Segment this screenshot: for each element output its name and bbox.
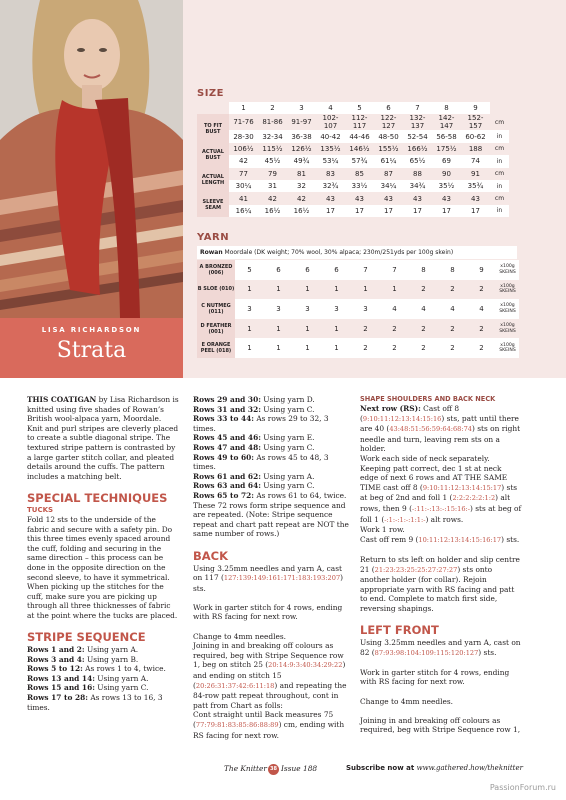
yarn-quantity: 1 (380, 280, 409, 300)
yarn-brand: Rowan (200, 249, 223, 256)
size-value: 34¾ (403, 180, 432, 192)
stripe-row-range: Rows 13 and 14: (27, 673, 95, 683)
yarn-quantity: 1 (235, 280, 264, 300)
stripe-row-range: Rows 17 to 28: (27, 693, 88, 703)
size-value: 53¼ (316, 155, 345, 167)
yarn-quantity: 8 (438, 260, 467, 280)
size-value: 42 (229, 155, 258, 167)
stripe-row (193, 453, 349, 472)
stripe-row-range: Rows 65 to 72: (193, 490, 254, 500)
stripe-row-text: Using yarn C. (94, 683, 149, 693)
stripe-row (27, 645, 179, 655)
yarn-quantity: 1 (293, 280, 322, 300)
stripe-row-text: Using yarn E. (260, 433, 315, 443)
left-front-heading: LEFT FRONT (360, 623, 439, 638)
yarn-quantity: 2 (351, 338, 380, 358)
yarn-row (197, 260, 519, 280)
size-row (197, 192, 509, 204)
size-number: 4 (316, 102, 345, 114)
subscribe-text: Subscribe now at www.gathered.how/theknitter (346, 764, 523, 772)
yarn-quantity: 3 (293, 299, 322, 319)
size-value: 112-117 (345, 114, 374, 130)
yarn-quantity: 2 (380, 319, 409, 339)
size-value: 91 (461, 168, 490, 180)
yarn-unit: x100g SKEINS (496, 260, 519, 280)
size-value: 17 (374, 205, 403, 217)
stripe-row (193, 472, 349, 482)
yarn-quantity: 2 (438, 280, 467, 300)
page-number: 38 (268, 764, 279, 775)
size-value: 33½ (345, 180, 374, 192)
size-table (197, 102, 509, 217)
size-value: 35¾ (461, 180, 490, 192)
yarn-unit: x100g SKEINS (496, 319, 519, 339)
size-row (197, 155, 509, 167)
size-number: 7 (403, 102, 432, 114)
size-value: 87 (374, 168, 403, 180)
yarn-description (197, 246, 517, 259)
size-unit: cm (490, 168, 509, 180)
size-value: 57¾ (345, 155, 374, 167)
size-row (197, 130, 509, 142)
size-row-label: SLEEVE SEAM (197, 192, 229, 217)
stripe-row-range: Rows 63 and 64: (193, 481, 261, 491)
stripe-row-range: Rows 33 to 44: (193, 414, 254, 424)
size-value: 52-54 (403, 130, 432, 142)
size-value: 17 (316, 205, 345, 217)
stripe-sequence-heading: STRIPE SEQUENCE (27, 630, 146, 645)
yarn-quantity: 2 (409, 338, 438, 358)
neck-separate: Work each side of neck separately. (360, 453, 490, 463)
shape-shoulders-heading: SHAPE SHOULDERS AND BACK NECK (360, 395, 496, 403)
stripe-row-text: Using yarn C. (260, 442, 315, 452)
size-value: 34¼ (374, 180, 403, 192)
size-value: 152-157 (461, 114, 490, 130)
size-value: 35½ (432, 180, 461, 192)
neck-decrease: Keeping patt correct, dec 1 st at neck edge of next 6 rows and AT THE SAME TIME cast off 8 (9:10:11:12:13:14:15:17) sts at beg of 2nd and foll 1 (2:2:2:2:2:1:2) alt rows, then 9 (-:11:-:13:-:15:16:-) sts at beg of foll 1 (-:1:-:1:-:1:1:-) alt rows. (360, 463, 522, 524)
stripe-list-1 (27, 645, 179, 712)
size-value: 44-46 (345, 130, 374, 142)
size-number: 6 (374, 102, 403, 114)
watermark: PassionForum.ru (489, 783, 556, 792)
size-value: 60-62 (461, 130, 490, 142)
size-value: 175½ (432, 143, 461, 155)
size-value: 17 (403, 205, 432, 217)
size-value: 142-147 (432, 114, 461, 130)
stripe-row (193, 491, 349, 501)
size-number: 3 (287, 102, 316, 114)
size-value: 155½ (374, 143, 403, 155)
size-value: 83 (316, 168, 345, 180)
yarn-quantity: 2 (438, 319, 467, 339)
yarn-quantity: 1 (235, 338, 264, 358)
yarn-quantity: 3 (235, 299, 264, 319)
yarn-heading: YARN (197, 232, 230, 243)
column-2 (193, 395, 349, 740)
size-number: 9 (461, 102, 490, 114)
yarn-quantity: 7 (351, 260, 380, 280)
size-value: 32 (287, 180, 316, 192)
yarn-row (197, 338, 519, 358)
size-value: 85 (345, 168, 374, 180)
size-value: 88 (403, 168, 432, 180)
size-unit: in (490, 205, 509, 217)
size-unit: cm (490, 143, 509, 155)
size-value: 28-30 (229, 130, 258, 142)
back-heading: BACK (193, 548, 229, 563)
size-value: 16¼ (229, 205, 258, 217)
size-value: 91-97 (287, 114, 316, 130)
yarn-quantity: 1 (264, 338, 293, 358)
yarn-quantity: 4 (409, 299, 438, 319)
yarn-shade-label: A BRONZED (006) (197, 260, 235, 280)
size-number: 8 (432, 102, 461, 114)
size-unit: cm (490, 114, 509, 130)
size-value: 43 (316, 192, 345, 204)
stripe-row-range: Rows 49 to 60: (193, 452, 254, 462)
size-header-unit-blank (490, 102, 509, 114)
stripe-row (193, 433, 349, 443)
size-value: 132-137 (403, 114, 432, 130)
yarn-quantity: 7 (380, 260, 409, 280)
yarn-quantity: 9 (467, 260, 496, 280)
stripe-row (193, 481, 349, 491)
size-value: 49¾ (287, 155, 316, 167)
size-value: 102-107 (316, 114, 345, 130)
stripe-row-range: Rows 31 and 32: (193, 404, 261, 414)
size-value: 69 (432, 155, 461, 167)
magazine-name: The Knitter (224, 764, 267, 773)
yarn-quantity: 3 (351, 299, 380, 319)
yarn-quantity: 3 (322, 299, 351, 319)
yarn-shade-label: E ORANGE PEEL (018) (197, 338, 235, 358)
size-value: 61¼ (374, 155, 403, 167)
stripe-row (193, 395, 349, 405)
size-value: 32-34 (258, 130, 287, 142)
model-photo (0, 0, 183, 318)
size-value: 115½ (258, 143, 287, 155)
yarn-quantity: 2 (467, 319, 496, 339)
stripe-row-text: As rows 1 to 4, twice. (82, 664, 166, 674)
yarn-quantity: 1 (322, 338, 351, 358)
size-value: 166½ (403, 143, 432, 155)
yarn-quantity: 2 (409, 280, 438, 300)
size-value: 56-58 (432, 130, 461, 142)
yarn-quantity: 1 (293, 338, 322, 358)
size-value: 16½ (287, 205, 316, 217)
size-row (197, 114, 509, 130)
yarn-quantity: 6 (264, 260, 293, 280)
size-value: 106½ (229, 143, 258, 155)
stripe-row-text: Using yarn C. (260, 404, 315, 414)
stripe-row (193, 414, 349, 433)
stripe-row-range: Rows 5 to 12: (27, 664, 83, 674)
stripe-row-range: Rows 61 and 62: (193, 471, 261, 481)
stripe-row-range: Rows 29 and 30: (193, 395, 261, 404)
size-value: 74 (461, 155, 490, 167)
size-value: 77 (229, 168, 258, 180)
yarn-unit: x100g SKEINS (496, 338, 519, 358)
size-number: 1 (229, 102, 258, 114)
size-value: 65½ (403, 155, 432, 167)
size-value: 122-127 (374, 114, 403, 130)
stripe-row (193, 443, 349, 453)
size-value: 188 (461, 143, 490, 155)
yarn-row (197, 319, 519, 339)
size-unit: in (490, 180, 509, 192)
stripe-row (27, 693, 179, 712)
stripe-row-text: Using yarn C. (260, 481, 315, 491)
stripe-row-range: Rows 47 and 48: (193, 442, 261, 452)
size-header-blank (197, 102, 229, 114)
stripe-row-text: Using yarn A. (94, 673, 149, 683)
size-value: 16½ (258, 205, 287, 217)
left-front-garter: Work in garter stitch for 4 rows, ending with RS facing for next row. (360, 667, 510, 687)
subscribe-url[interactable]: www.gathered.how/theknitter (416, 764, 523, 772)
yarn-table (197, 260, 519, 358)
size-value: 43 (432, 192, 461, 204)
size-value: 36-38 (287, 130, 316, 142)
size-value: 43 (461, 192, 490, 204)
size-value: 17 (461, 205, 490, 217)
size-value: 41 (229, 192, 258, 204)
size-value: 48-50 (374, 130, 403, 142)
stripe-row-text: As rows 29 to 32, 3 times. (193, 414, 329, 433)
stripe-note: These 72 rows form stripe sequence and are repeated. (Note: Stripe sequence repeat and chart patt repeat are NOT the same number of rows.) (193, 500, 349, 539)
yarn-quantity: 1 (351, 280, 380, 300)
yarn-shade-label: C NUTMEG (011) (197, 299, 235, 319)
yarn-quantity: 1 (293, 319, 322, 339)
size-value: 43 (345, 192, 374, 204)
intro-paragraph (27, 395, 179, 481)
size-row-label: ACTUAL BUST (197, 143, 229, 168)
stripe-row (27, 683, 179, 693)
column-3 (360, 395, 522, 735)
size-value: 146½ (345, 143, 374, 155)
size-value: 135½ (316, 143, 345, 155)
size-value: 17 (432, 205, 461, 217)
stripe-row-range: Rows 1 and 2: (27, 645, 85, 655)
next-row-instruction: Next row (RS): Cast off 8 (9:10:11:12:13:14:15:16) sts, patt until there are 40 (43:48:51:56:59:64:68:74) sts on right needle and turn, leaving rem sts on a holder. (360, 404, 521, 454)
left-front-cast-on: Using 3.25mm needles and yarn A, cast on 82 (87:93:98:104:109:115:120:127) sts. (360, 638, 521, 657)
size-value: 81 (287, 168, 316, 180)
size-row (197, 205, 509, 217)
size-value: 43 (403, 192, 432, 204)
yarn-quantity: 1 (264, 280, 293, 300)
stripe-row-range: Rows 45 and 46: (193, 433, 261, 443)
left-front-stripes: Joining in and breaking off colours as required, beg with Stripe Sequence row 1, (360, 715, 521, 735)
back-cast-on: Using 3.25mm needles and yarn A, cast on 117 (127:139:149:161:171:183:193:207) sts. (193, 563, 344, 593)
size-row-label: ACTUAL LENGTH (197, 168, 229, 193)
intro-text: by Lisa Richardson is knitted using five shades of Rowan’s British wool-alpaca yarn, Moordale. Knit and purl stripes are cleverly placed to create a subtle diagonal stripe. The textured stripe pattern is contrasted by a large garter stitch collar, and pleated details around the cuffs. The pattern includes a matching belt. (27, 395, 179, 481)
tucks-text-2: When picking up the stitches for the cuff, make sure you are picking up through all three thicknesses of fabric at the point where the tucks are placed. (27, 582, 178, 620)
yarn-quantity: 2 (467, 338, 496, 358)
size-value: 30¼ (229, 180, 258, 192)
yarn-unit: x100g SKEINS (496, 299, 519, 319)
size-value: 40-42 (316, 130, 345, 142)
size-value: 79 (258, 168, 287, 180)
yarn-quantity: 1 (322, 319, 351, 339)
yarn-quantity: 4 (467, 299, 496, 319)
cast-off-rem: Cast off rem 9 (10:11:12:13:14:15:16:17) sts. (360, 534, 520, 544)
yarn-quantity: 2 (351, 319, 380, 339)
size-row (197, 180, 509, 192)
stripe-row (193, 405, 349, 415)
back-chart: Joining in and breaking off colours as required, beg with Stripe Sequence row 1, beg on stitch 25 (20:14:9:3:40:34:29:22) and ending on stitch 15 (20:26:31:37:42:6:11:18) and repeating the 84-row patt repeat throughout, cont in patt from Chart as folls: (193, 641, 347, 710)
size-value: 45½ (258, 155, 287, 167)
yarn-quantity: 3 (264, 299, 293, 319)
stripe-row-text: Using yarn B. (84, 654, 139, 664)
tucks-text: Fold 12 sts to the underside of the fabric and secure with a safety pin. Do this three times evenly spaced around the cuff, folding and securing in the same direction – this process can be done in the opposite direction on the second sleeve, to have it symmetrical. (27, 514, 173, 582)
size-value: 42 (258, 192, 287, 204)
yarn-row (197, 299, 519, 319)
yarn-unit: x100g SKEINS (496, 280, 519, 300)
size-value: 126½ (287, 143, 316, 155)
stripe-row-text: As rows 45 to 48, 3 times. (193, 452, 329, 472)
size-value: 32¾ (316, 180, 345, 192)
work-row: Work 1 row. (360, 525, 405, 535)
stripe-row (27, 655, 179, 665)
size-value: 90 (432, 168, 461, 180)
special-techniques-heading: SPECIAL TECHNIQUES (27, 490, 168, 505)
yarn-row (197, 280, 519, 300)
issue-number: Issue 188 (281, 764, 318, 773)
stripe-row-text: Using yarn A. (84, 645, 139, 655)
back-measure: Cont straight until Back measures 75 (77:79:81:83:85:86:88:89) cm, ending with RS facing for next row. (193, 710, 345, 740)
yarn-quantity: 6 (293, 260, 322, 280)
yarn-quantity: 2 (409, 319, 438, 339)
size-value: 17 (345, 205, 374, 217)
size-number: 2 (258, 102, 287, 114)
yarn-info-text: Moordale (DK weight; 70% wool, 30% alpaca; 230m/251yds per 100g skein) (224, 249, 454, 256)
stripe-list-2 (193, 395, 349, 501)
size-row (197, 168, 509, 180)
size-row (197, 143, 509, 155)
yarn-quantity: 4 (438, 299, 467, 319)
yarn-quantity: 8 (409, 260, 438, 280)
yarn-shade-label: B SLOE (010) (197, 280, 235, 300)
yarn-quantity: 4 (380, 299, 409, 319)
designer-name: LISA RICHARDSON (41, 326, 142, 334)
stripe-row-text: Using yarn A. (260, 471, 315, 481)
tucks-heading: TUCKS (27, 505, 54, 514)
stripe-row-text: As rows 13 to 16, 3 times. (27, 693, 163, 712)
size-number: 5 (345, 102, 374, 114)
size-value: 42 (287, 192, 316, 204)
yarn-quantity: 2 (467, 280, 496, 300)
size-value: 71-76 (229, 114, 258, 130)
yarn-quantity: 1 (264, 319, 293, 339)
stripe-row-range: Rows 15 and 16: (27, 683, 95, 693)
yarn-quantity: 5 (235, 260, 264, 280)
yarn-quantity: 6 (322, 260, 351, 280)
back-change-needles: Change to 4mm needles. (193, 631, 286, 641)
yarn-quantity: 2 (380, 338, 409, 358)
size-value: 31 (258, 180, 287, 192)
intro-lead: THIS COATIGAN (27, 395, 97, 404)
back-garter: Work in garter stitch for 4 rows, ending with RS facing for next row. (193, 602, 343, 622)
size-row-label: TO FIT BUST (197, 114, 229, 142)
stripe-row-text: As rows 61 to 64, twice. (253, 490, 347, 500)
left-front-change-needles: Change to 4mm needles. (360, 696, 453, 706)
stripe-row-range: Rows 3 and 4: (27, 654, 85, 664)
size-value: 43 (374, 192, 403, 204)
column-1 (27, 395, 179, 712)
size-value: 81-86 (258, 114, 287, 130)
stripe-row (27, 674, 179, 684)
yarn-quantity: 2 (438, 338, 467, 358)
size-unit: cm (490, 192, 509, 204)
stripe-row (27, 664, 179, 674)
footer (0, 764, 566, 778)
yarn-shade-label: D FEATHER (001) (197, 319, 235, 339)
size-unit: in (490, 155, 509, 167)
yarn-quantity: 1 (235, 319, 264, 339)
size-heading: SIZE (197, 88, 225, 99)
stripe-row-text: Using yarn D. (260, 395, 315, 404)
size-unit: in (490, 130, 509, 142)
pattern-title: Strata (56, 338, 127, 363)
yarn-quantity: 1 (322, 280, 351, 300)
return-to-holder: Return to sts left on holder and slip centre 21 (21:23:23:25:25:27:27:27) sts onto another holder (for collar). Rejoin appropriate yarn with RS facing and patt to end. Complete to match first side, reversing shapings. (360, 554, 520, 613)
